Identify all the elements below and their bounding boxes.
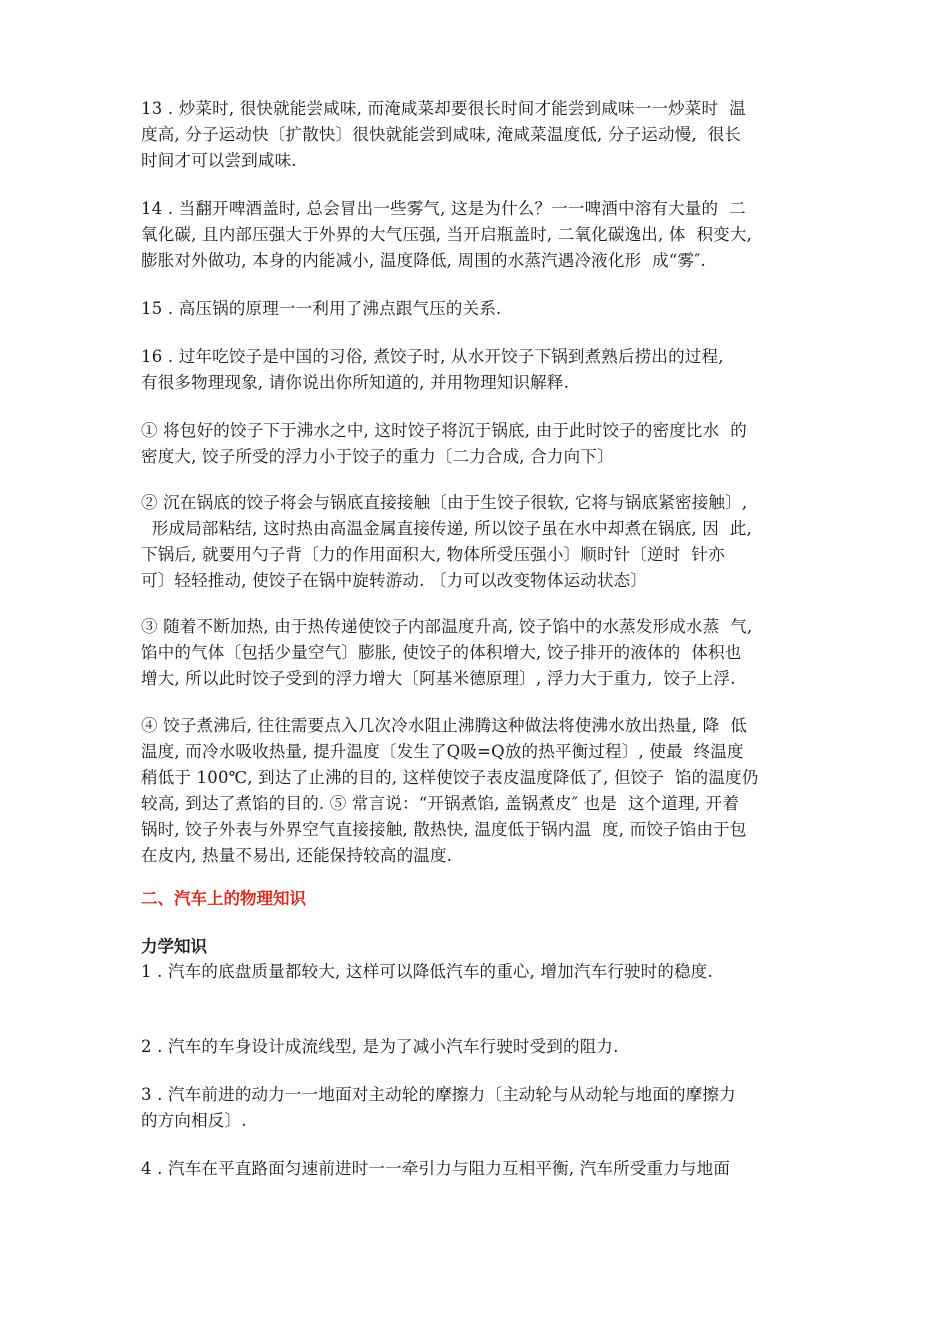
text-line: ④ 饺子煮沸后, 往往需要点入几次冷水阻止沸腾这种做法将使沸水放出热量, 降 低 bbox=[141, 716, 747, 735]
text-line: 时间才可以尝到咸味. bbox=[141, 151, 297, 170]
paragraph-16 bbox=[141, 344, 831, 396]
text-line: 14 . 当翻开啤酒盖时, 总会冒出一些雾气, 这是为什么？一一啤酒中溶有大量的 二 bbox=[141, 199, 746, 218]
car-item-2 bbox=[141, 1034, 831, 1060]
text-line: 15 . 高压锅的原理一一利用了沸点跟气压的关系. bbox=[141, 299, 502, 318]
subsection-heading: 力学知识 bbox=[141, 937, 207, 956]
car-item-1 bbox=[141, 959, 831, 985]
paragraph-14 bbox=[141, 196, 831, 274]
text-line: 氧化碳, 且内部压强大于外界的大气压强, 当开启瓶盖时, 二氧化碳逸出, 体 积变大, bbox=[141, 225, 752, 244]
text-line: 的方向相反〕. bbox=[141, 1111, 247, 1130]
car-item-3 bbox=[141, 1082, 831, 1134]
text-line: 形成局部粘结, 这时热由高温金属直接传递, 所以饺子虽在水中却煮在锅底, 因 此, bbox=[141, 519, 752, 538]
text-line: 馅中的气体〔包括少量空气〕膨胀, 使饺子的体积增大, 饺子排开的液体的 体积也 bbox=[141, 643, 742, 662]
text-line: 锅时, 饺子外表与外界空气直接接触, 散热快, 温度低于锅内温 度, 而饺子馅由于包 bbox=[141, 820, 747, 839]
answer-item-4 bbox=[141, 713, 831, 869]
text-line: 增大, 所以此时饺子受到的浮力增大〔阿基米德原理〕, 浮力大于重力, 饺子上浮. bbox=[141, 669, 736, 688]
text-line: 较高, 到达了煮馅的目的. ⑤ 常言说：“开锅煮馅, 盖锅煮皮″ 也是 这个道理, 开着 bbox=[141, 794, 740, 813]
text-line: 下锅后, 就要用勺子背〔力的作用面积大, 物体所受压强小〕顺时针〔逆时 针亦 bbox=[141, 545, 725, 564]
section-heading: 二、汽车上的物理知识 bbox=[141, 889, 306, 908]
text-line: 温度, 而冷水吸收热量, 提升温度〔发生了Q吸=Q放的热平衡过程〕, 使最 终温度 bbox=[141, 742, 744, 761]
answer-item-3 bbox=[141, 614, 831, 692]
text-line: 16 . 过年吃饺子是中国的习俗, 煮饺子时, 从水开饺子下锅到煮熟后捞出的过程, bbox=[141, 347, 724, 366]
car-item-4 bbox=[141, 1156, 831, 1182]
answer-item-1 bbox=[141, 418, 831, 470]
paragraph-13 bbox=[141, 96, 831, 174]
text-line: 1 . 汽车的底盘质量都较大, 这样可以降低汽车的重心, 增加汽车行驶时的稳度. bbox=[141, 962, 713, 981]
text-line: 2 . 汽车的车身设计成流线型, 是为了减小汽车行驶时受到的阻力. bbox=[141, 1037, 619, 1056]
text-line: 4 . 汽车在平直路面匀速前进时一一牵引力与阻力互相平衡, 汽车所受重力与地面 bbox=[141, 1159, 731, 1178]
text-line: 稍低于 100℃, 到达了止沸的目的, 这样使饺子表皮温度降低了, 但饺子 馅的温度仍 bbox=[141, 768, 759, 787]
text-line: 在皮内, 热量不易出, 还能保持较高的温度. bbox=[141, 846, 453, 865]
paragraph-15 bbox=[141, 296, 831, 322]
text-line: 膨胀对外做功, 本身的内能减小, 温度降低, 周围的水蒸汽遇冷液化形 成“雾″. bbox=[141, 251, 707, 270]
text-line: ③ 随着不断加热, 由于热传递使饺子内部温度升高, 饺子馅中的水蒸发形成水蒸 气, bbox=[141, 617, 753, 636]
text-line: 度高, 分子运动快〔扩散快〕很快就能尝到咸味, 淹咸菜温度低, 分子运动慢, 很长 bbox=[141, 125, 742, 144]
text-line: 可〕轻轻推动, 使饺子在锅中旋转游动. 〔力可以改变物体运动状态〕 bbox=[141, 571, 648, 590]
text-line: 有很多物理现象, 请你说出你所知道的, 并用物理知识解释. bbox=[141, 373, 570, 392]
text-line: ① 将包好的饺子下于沸水之中, 这时饺子将沉于锅底, 由于此时饺子的密度比水 的 bbox=[141, 421, 747, 440]
text-line: 3 . 汽车前进的动力一一地面对主动轮的摩擦力〔主动轮与从动轮与地面的摩擦力 bbox=[141, 1085, 736, 1104]
answer-item-2 bbox=[141, 490, 831, 594]
text-line: ② 沉在锅底的饺子将会与锅底直接接触〔由于生饺子很软, 它将与锅底紧密接触〕, bbox=[141, 493, 748, 512]
text-line: 13 . 炒菜时, 很快就能尝咸味, 而淹咸菜却要很长时间才能尝到咸味一一炒菜时 温 bbox=[141, 99, 746, 118]
text-line: 密度大, 饺子所受的浮力小于饺子的重力〔二力合成, 合力向下〕 bbox=[141, 447, 614, 466]
